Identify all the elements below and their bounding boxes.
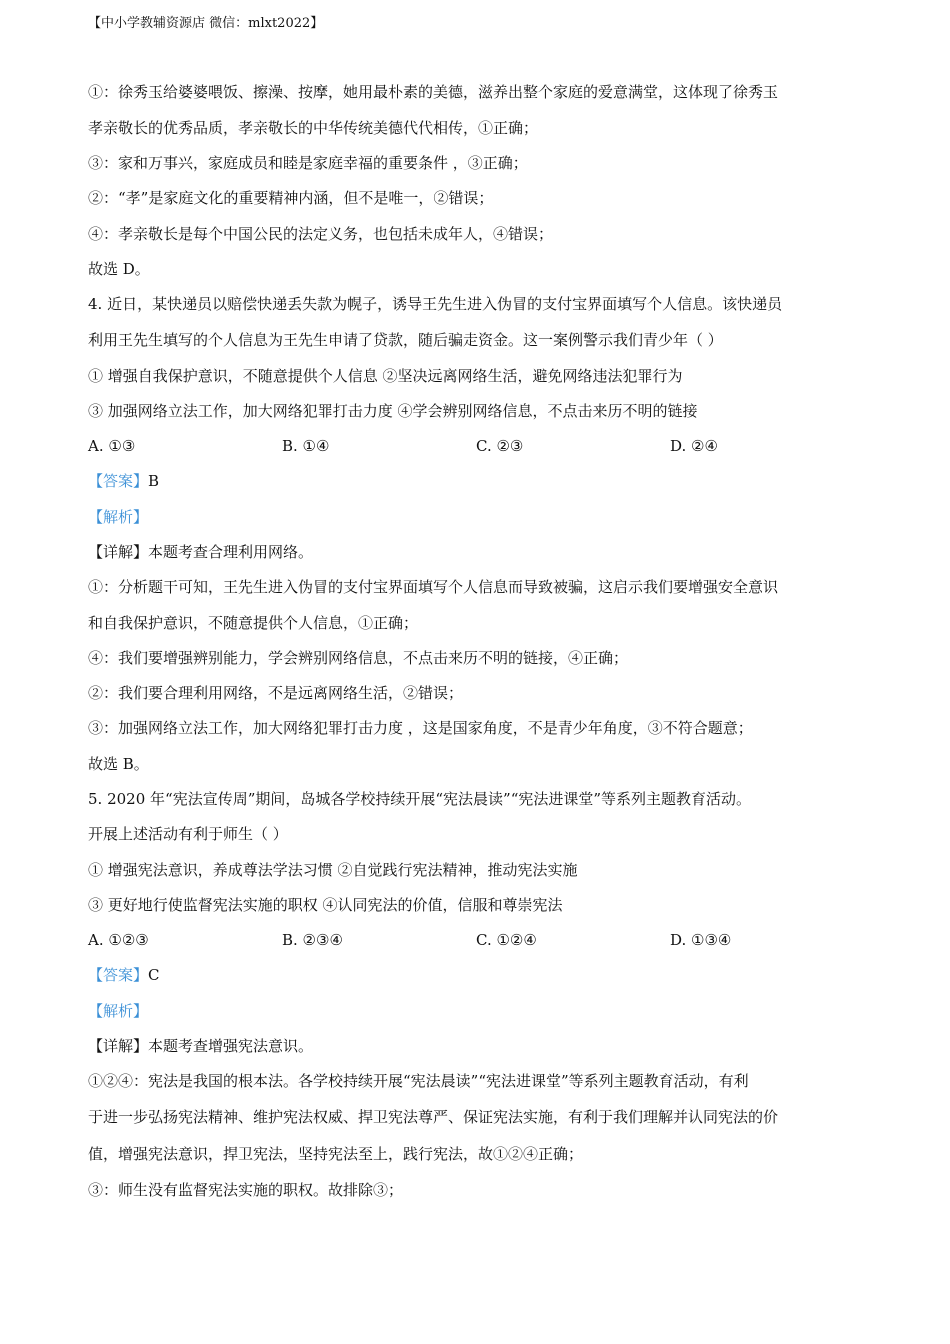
answer-label: 【答案】: [88, 966, 149, 984]
q5-stem-line: 开展上述活动有利于师生（ ）: [88, 825, 288, 843]
page-header: 【中小学教辅资源店 微信：mlxt2022】: [88, 16, 324, 31]
q4-item-line: ③ 加强网络立法工作，加大网络犯罪打击力度 ④学会辨别网络信息，不点击来历不明的链接: [88, 402, 698, 420]
q5-explanation-line: ①②④：宪法是我国的根本法。各学校持续开展“宪法晨读”“宪法进课堂”等系列主题教育活动，有利: [88, 1072, 749, 1090]
prev-explanation-line: ①：徐秀玉给婆婆喂饭、擦澡、按摩，她用最朴素的美德，滋养出整个家庭的爱意满堂，这体现了徐秀玉: [88, 83, 779, 101]
answer-value: B: [148, 472, 160, 490]
q4-explanation-line: 和自我保护意识，不随意提供个人信息，①正确；: [88, 614, 419, 632]
q4-analysis-label: 【解析】: [88, 508, 149, 526]
q5-explanation-line: 于进一步弘扬宪法精神、维护宪法权威、捍卫宪法尊严、保证宪法实施，有利于我们理解并认同宪法的价: [88, 1108, 779, 1126]
q5-answer: [88, 965, 160, 985]
q5-analysis-label: 【解析】: [88, 1002, 149, 1020]
q4-answer: [88, 471, 159, 491]
detail-label: 【详解】: [88, 1037, 149, 1055]
q5-item-line: ① 增强宪法意识，养成尊法学法习惯 ②自觉践行宪法精神，推动宪法实施: [88, 861, 578, 879]
answer-label: 【答案】: [88, 472, 149, 490]
q4-explanation-line: ③：加强网络立法工作，加大网络犯罪打击力度 ，这是国家角度，不是青少年角度，③不符合题意；: [88, 719, 753, 737]
q5-option-d: D. ①③④: [670, 931, 732, 949]
prev-conclusion: 故选 D。: [88, 260, 150, 278]
prev-explanation-line: ②：“孝”是家庭文化的重要精神内涵，但不是唯一，②错误；: [88, 189, 494, 207]
q4-option-c: C. ②③: [476, 437, 524, 455]
q4-option-a: A. ①③: [88, 437, 136, 455]
q4-stem-line: 4. 近日，某快递员以赔偿快递丢失款为幌子，诱导王先生进入伪冒的支付宝界面填写个人信息。该快递员: [88, 295, 783, 313]
q4-detail: [88, 542, 313, 562]
q5-option-a: A. ①②③: [88, 931, 149, 949]
q4-explanation-line: ②：我们要合理利用网络，不是远离网络生活，②错误；: [88, 684, 464, 702]
q5-stem-line: 5. 2020 年“宪法宣传周”期间，岛城各学校持续开展“宪法晨读”“宪法进课堂”等系列主题教育活动。: [88, 790, 752, 808]
q5-detail: [88, 1036, 313, 1056]
detail-text: 本题考查合理利用网络。: [148, 543, 314, 561]
q5-explanation-line: ③：师生没有监督宪法实施的职权。故排除③；: [88, 1181, 404, 1199]
q4-item-line: ① 增强自我保护意识，不随意提供个人信息 ②坚决远离网络生活，避免网络违法犯罪行为: [88, 367, 683, 385]
q4-explanation-line: ④：我们要增强辨别能力，学会辨别网络信息，不点击来历不明的链接，④正确；: [88, 649, 629, 667]
detail-label: 【详解】: [88, 543, 149, 561]
detail-text: 本题考查增强宪法意识。: [148, 1037, 314, 1055]
q5-explanation-line: 值，增强宪法意识，捍卫宪法，坚持宪法至上，践行宪法，故①②④正确；: [88, 1145, 584, 1163]
prev-explanation-line: ④：孝亲敬长是每个中国公民的法定义务，也包括未成年人，④错误；: [88, 225, 554, 243]
q5-option-c: C. ①②④: [476, 931, 537, 949]
answer-value: C: [148, 966, 160, 984]
q4-stem-line: 利用王先生填写的个人信息为王先生申请了贷款，随后骗走资金。这一案例警示我们青少年（ ）: [88, 331, 723, 349]
q5-option-b: B. ②③④: [282, 931, 343, 949]
prev-explanation-line: 孝亲敬长的优秀品质，孝亲敬长的中华传统美德代代相传，①正确；: [88, 119, 539, 137]
q4-explanation-line: ①：分析题干可知，王先生进入伪冒的支付宝界面填写个人信息而导致被骗，这启示我们要增强安全意识: [88, 578, 779, 596]
q4-conclusion: 故选 B。: [88, 755, 149, 773]
q4-option-d: D. ②④: [670, 437, 718, 455]
q4-option-b: B. ①④: [282, 437, 330, 455]
q5-item-line: ③ 更好地行使监督宪法实施的职权 ④认同宪法的价值，信服和尊崇宪法: [88, 896, 563, 914]
prev-explanation-line: ③：家和万事兴，家庭成员和睦是家庭幸福的重要条件 ，③正确；: [88, 154, 528, 172]
